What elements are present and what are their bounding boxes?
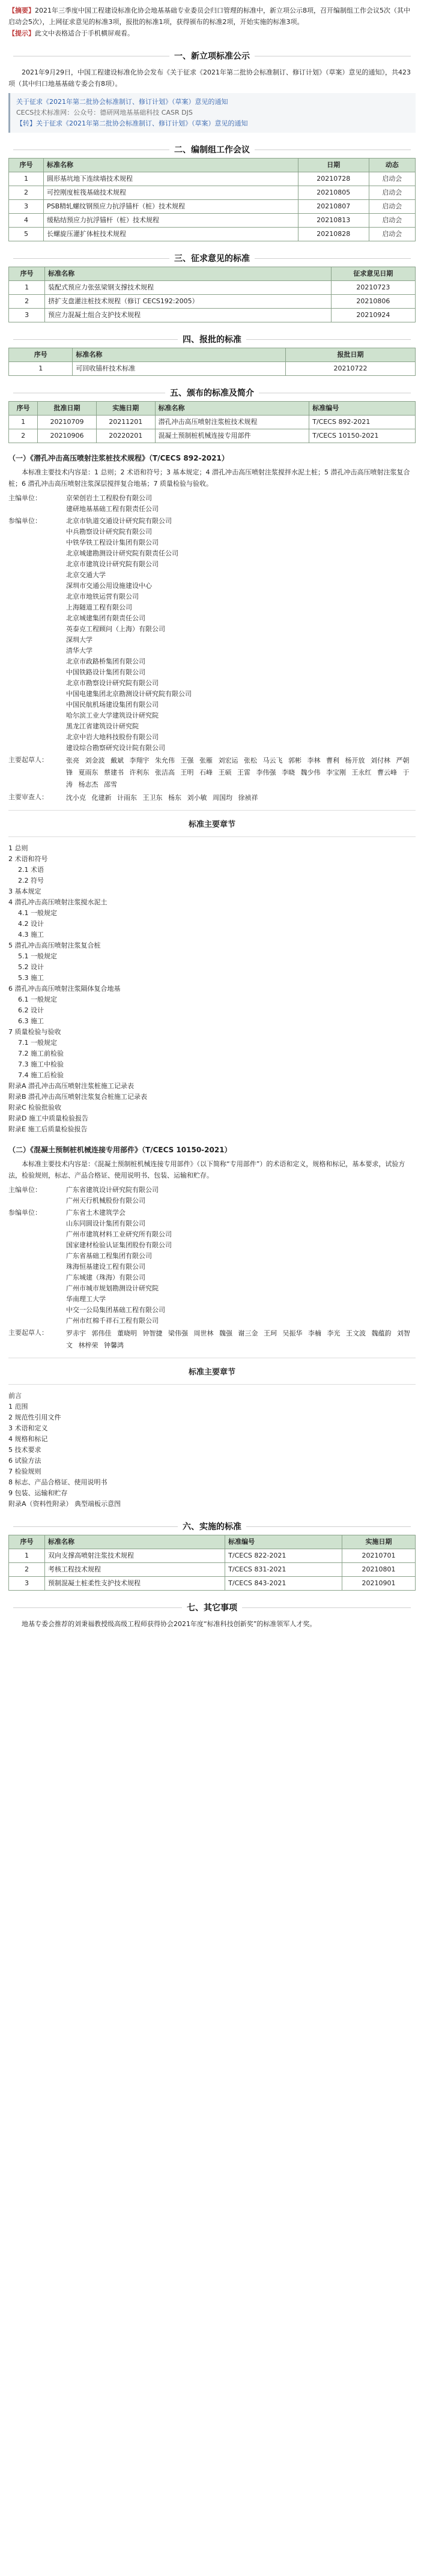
cell-date: 20210723: [331, 281, 415, 295]
org-item: 北京市轨道交通设计研究院有限公司: [66, 517, 172, 525]
cell-name: 挤扩支盘灌注桩技术规程（修订 CECS192:2005）: [45, 295, 332, 309]
th-approve-date: 批准日期: [38, 402, 97, 416]
toc-item: 2 规范性引用文件: [8, 1413, 61, 1421]
org-item: 建设综合勘察研究设计院有限公司: [66, 744, 165, 752]
org-item: 中交一公局集团基础工程有限公司: [66, 1306, 165, 1314]
table-row: [9, 1577, 416, 1591]
drafters-label: 主要起草人：: [8, 1329, 48, 1337]
org-item: 山东同圆设计集团有限公司: [66, 1220, 145, 1227]
table-row: [9, 416, 416, 429]
divider: [8, 836, 416, 837]
org-item: 清华大学: [66, 647, 92, 655]
divider: [8, 810, 416, 811]
th-name: 标准名称: [45, 267, 332, 281]
section-1-title: 一、新立项标准公示: [174, 52, 250, 61]
cell-date: 20210722: [285, 362, 415, 376]
cell-index: 2: [9, 295, 45, 309]
approval-table: [8, 348, 416, 376]
cell-index: 1: [9, 172, 44, 186]
org-item: 北京交通大学: [66, 571, 106, 579]
cell-code: T/CECS 831-2021: [225, 1563, 342, 1577]
cell-name: 考核工程技术规程: [45, 1563, 225, 1577]
th-index: 序号: [9, 348, 73, 362]
th-date: 征求意见日期: [331, 267, 415, 281]
heading-rule-left: [13, 258, 169, 259]
cell-index: 2: [9, 186, 44, 200]
toc-item: 4.3 施工: [18, 931, 44, 939]
org-item: 国家建材检验认证集团股份有限公司: [66, 1241, 172, 1249]
table-row: [9, 1549, 416, 1563]
org-item: 中国电建集团北京勘测设计研究院有限公司: [66, 690, 192, 698]
org-item: 上海隧道工程有限公司: [66, 603, 132, 611]
th-date: 报批日期: [285, 348, 415, 362]
toc-item: 3 基本规定: [8, 887, 41, 895]
table-row: [9, 200, 416, 214]
org-item: 北京市勘察设计研究院有限公司: [66, 679, 159, 687]
cell-code: T/CECS 10150-2021: [309, 429, 416, 443]
th-status: 动态: [369, 159, 415, 172]
participant-units: [66, 516, 416, 754]
quote-link-2[interactable]: 【转】关于征求《2021年第二批协会标准制订、修订计划》（草案）意见的通知: [16, 119, 248, 127]
toc-item: 6 潜孔冲击高压喷射注浆隔体复合地基: [8, 985, 121, 993]
table-row: [9, 295, 416, 309]
org-item: 中国民航机场建设集团有限公司: [66, 701, 159, 709]
toc-item: 5.3 施工: [18, 974, 44, 982]
participant-units-label: 参编单位：: [8, 517, 41, 525]
cell-index: 3: [9, 200, 44, 214]
cell-index: 5: [9, 228, 44, 241]
cell-index: 1: [9, 362, 73, 376]
th-date: 实施日期: [342, 1535, 416, 1549]
abstract: [8, 5, 416, 39]
th-name: 标准名称: [45, 1535, 225, 1549]
org-item: 建研地基基础工程有限责任公司: [66, 505, 159, 513]
toc-item: 6.2 设计: [18, 1006, 44, 1014]
org-item: 中兵勘察设计研究院有限公司: [66, 528, 152, 536]
toc-item: 附录D 施工中质量检验报告: [8, 1114, 88, 1122]
toc-item: 附录B 潜孔冲击高压喷射注浆复合桩施工记录表: [8, 1093, 148, 1101]
section-4-title: 四、报批的标准: [183, 335, 241, 345]
section-2-title: 二、编制组工作会议: [174, 145, 250, 155]
toc-item: 附录E 施工后质量检验报告: [8, 1125, 88, 1133]
abstract-text: 2021年三季度中国工程建设标准化协会地基基础专业委员会归口管理的标准中，新立项公示8项，召开编制组工作会议5次（其中启动会5次），上网征求意见的标准3项，报批的标准1项，获得颁布的标准2项，开始实施的标准3项。: [8, 7, 410, 26]
toc-item: 附录A 潜孔冲击高压喷射注浆桩施工记录表: [8, 1082, 135, 1090]
cell-name: PSB精轧螺纹钢预应力抗浮锚杆（桩）技术规程: [44, 200, 298, 214]
section-5-heading: [8, 384, 416, 401]
cell-date: 20210801: [342, 1563, 416, 1577]
cell-name: 圆形基坑地下连续墙技术规程: [44, 172, 298, 186]
cell-name: 双向支撑高喷射注浆技术规程: [45, 1549, 225, 1563]
participant-units-label: 参编单位：: [8, 1209, 41, 1217]
cell-index: 4: [9, 214, 44, 228]
cell-code: T/CECS 822-2021: [225, 1549, 342, 1563]
table-row: [9, 281, 416, 295]
org-item: 广州市城市规划勘测设计研究院: [66, 1284, 159, 1292]
section-4-heading: [8, 331, 416, 348]
cell-date: 20210924: [331, 309, 415, 322]
standard-2-title: （二）《混凝土预制桩机械连接专用部件》（T/CECS 10150-2021）: [8, 1146, 232, 1154]
cell-status: 启动会: [369, 200, 415, 214]
toc-item: 9 包装、运输和贮存: [8, 1489, 68, 1497]
org-item: 北京城建勘测设计研究院有限责任公司: [66, 549, 178, 557]
toc-item: 4 规格和标记: [8, 1435, 48, 1443]
meeting-table: [8, 158, 416, 241]
org-item: 京荣创岩土工程股份有限公司: [66, 494, 152, 502]
toc-item: 6.1 一般规定: [18, 996, 57, 1003]
quote-block: [8, 93, 416, 133]
standard-1-members: [8, 493, 416, 804]
cell-date: 20210805: [298, 186, 369, 200]
toc-item: 6.3 施工: [18, 1017, 44, 1025]
toc-item: 7 质量检验与验收: [8, 1028, 61, 1036]
standard-2-toc-title: 标准主要章节: [188, 1368, 235, 1377]
org-item: 广州天行机械股份有限公司: [66, 1197, 145, 1205]
toc-item: 2 术语和符号: [8, 855, 48, 863]
tip-text: 此文中表格适合于手机横屏观看。: [35, 29, 134, 37]
toc-item: 7.1 一般规定: [18, 1039, 57, 1047]
section-7-para: 地基专委会推荐的刘秉福教授级高级工程师获得协会2021年度“标准科技创新奖”的标准领军人才奖。: [22, 1620, 316, 1628]
th-date: 日期: [298, 159, 369, 172]
cell-name: 长螺旋压灌扩体桩技术规程: [44, 228, 298, 241]
section-1-heading: [8, 47, 416, 64]
org-item: 珠海恒基建设工程有限公司: [66, 1263, 145, 1271]
cell-name: 潜孔冲击高压喷射注浆桩技术规程: [155, 416, 309, 429]
cell-effective-date: 20220201: [96, 429, 155, 443]
toc-item: 4 潜孔冲击高压喷射注浆搅水泥土: [8, 898, 108, 906]
cell-effective-date: 20211201: [96, 416, 155, 429]
cell-index: 1: [9, 416, 38, 429]
cell-date: 20210828: [298, 228, 369, 241]
quote-link-1[interactable]: 关于征求《2021年第二批协会标准制订、修订计划》（草案）意见的通知: [16, 98, 228, 106]
drafters-label: 主要起草人：: [8, 756, 48, 764]
quote-source: CECS技术标准网：公众号：德研网地基基础科技 CASR DJS: [16, 109, 193, 116]
th-name: 标准名称: [73, 348, 286, 362]
cell-status: 启动会: [369, 214, 415, 228]
cell-date: 20210901: [342, 1577, 416, 1591]
cell-date: 20210806: [331, 295, 415, 309]
heading-rule-right: [242, 1607, 411, 1608]
cell-name: 可控刚度桩筏基础技术规程: [44, 186, 298, 200]
reviewers-label: 主要审查人：: [8, 793, 48, 801]
implemented-table: [8, 1535, 416, 1591]
toc-item: 4.1 一般规定: [18, 909, 57, 917]
heading-rule-left: [13, 1607, 182, 1608]
th-index: 序号: [9, 267, 45, 281]
toc-item: 4.2 设计: [18, 920, 44, 928]
section-6-title: 六、实施的标准: [183, 1522, 241, 1532]
org-item: 中铁华铁工程设计集团有限公司: [66, 539, 159, 546]
page-root: [0, 5, 424, 2576]
org-item: 广东省基础工程集团有限公司: [66, 1252, 152, 1260]
participant-units: [66, 1208, 416, 1326]
th-effective-date: 实施日期: [96, 402, 155, 416]
lead-units: [66, 493, 416, 515]
toc-item: 2.1 术语: [18, 866, 44, 874]
heading-rule-right: [255, 258, 411, 259]
section-5-title: 五、颁布的标准及简介: [170, 389, 254, 398]
toc-item: 5 潜孔冲击高压喷射注浆复合桩: [8, 942, 101, 949]
toc-item: 1 总则: [8, 844, 28, 852]
standard-1-title: （一）《潜孔冲击高压喷射注浆桩技术规程》（T/CECS 892-2021）: [8, 454, 229, 462]
comment-table: [8, 267, 416, 322]
toc-item: 5 技术要求: [8, 1446, 41, 1454]
standard-1-toc-title: 标准主要章节: [188, 820, 235, 829]
standard-1-toc: [8, 843, 416, 1135]
cell-code: T/CECS 892-2021: [309, 416, 416, 429]
toc-item: 附录A（资料性附录） 典型端板示意图: [8, 1500, 121, 1508]
cell-approve-date: 20210906: [38, 429, 97, 443]
org-item: 广州市红棉千祥石工程有限公司: [66, 1317, 159, 1325]
org-item: 哈尔滨工业大学建筑设计研究院: [66, 712, 159, 719]
org-item: 北京市地铁运营有限公司: [66, 593, 139, 600]
section-7-heading: [8, 1599, 416, 1616]
lead-units-label: 主编单位：: [8, 494, 41, 502]
heading-rule-right: [246, 339, 411, 340]
table-row: [9, 1563, 416, 1577]
org-item: 深圳市交通公用设施建设中心: [66, 582, 152, 590]
cell-approve-date: 20210709: [38, 416, 97, 429]
toc-item: 3 术语和定义: [8, 1424, 48, 1432]
org-item: 北京中岩大地科技股份有限公司: [66, 733, 159, 741]
table-row: [9, 228, 416, 241]
cell-name: 缓粘结预应力抗浮锚杆（桩）技术规程: [44, 214, 298, 228]
th-code: 标准编号: [309, 402, 416, 416]
cell-status: 启动会: [369, 186, 415, 200]
cell-date: 20210813: [298, 214, 369, 228]
org-item: 北京城建集团有限责任公司: [66, 614, 145, 622]
org-item: 深圳大学: [66, 636, 92, 644]
toc-item: 前言: [8, 1392, 22, 1400]
toc-item: 5.2 设计: [18, 963, 44, 971]
th-index: 序号: [9, 402, 38, 416]
table-row: [9, 172, 416, 186]
abstract-lead: 【摘要】: [8, 7, 35, 14]
drafters: 张亮 刘金波 戴斌 李翔宇 朱允伟 王强 张雁 刘宏运 张松 马云飞 郭彬 李林 曹利 杨开放 刘付林 严朝锋 夏雨东 蔡建书 许利东 张洁高 王明 石峰 王硕 王雷 李伟强 李晓 魏少伟 李宝刚 王永红 曹云峰 于涛 杨志杰 邵雪: [66, 757, 410, 788]
toc-item: 附录C 检验批验收: [8, 1104, 62, 1111]
standard-2-members: [8, 1185, 416, 1352]
section-7-title: 七、其它事项: [187, 1603, 237, 1613]
reviewers: 沈小克 化建新 计雨东 王卫东 杨东 刘小敏 周国均 徐祯祥: [66, 794, 258, 802]
cell-status: 启动会: [369, 228, 415, 241]
org-item: 广州市建筑材料工业研究所有限公司: [66, 1230, 172, 1238]
cell-index: 2: [9, 1563, 45, 1577]
org-item: 广东省建筑设计研究院有限公司: [66, 1186, 159, 1194]
cell-index: 3: [9, 309, 45, 322]
cell-name: 可回收锚杆技术标准: [73, 362, 286, 376]
cell-status: 启动会: [369, 172, 415, 186]
lead-units: [66, 1185, 416, 1206]
org-item: 广东城建（珠海）有限公司: [66, 1274, 145, 1281]
toc-item: 5.1 一般规定: [18, 952, 57, 960]
cell-index: 1: [9, 1549, 45, 1563]
toc-item: 7 检验规则: [8, 1468, 41, 1475]
table-row: [9, 214, 416, 228]
org-item: 黑龙江省建筑设计研究院: [66, 722, 139, 730]
cell-name: 混凝土预制桩机械连接专用部件: [155, 429, 309, 443]
th-index: 序号: [9, 159, 44, 172]
toc-item: 6 试验方法: [8, 1457, 41, 1465]
cell-date: 20210701: [342, 1549, 416, 1563]
heading-rule-right: [246, 1526, 411, 1527]
section-2-heading: [8, 141, 416, 158]
toc-item: 7.3 施工中检验: [18, 1060, 64, 1068]
toc-item: 8 标志、产品合格证、使用说明书: [8, 1478, 108, 1486]
th-name: 标准名称: [155, 402, 309, 416]
cell-date: 20210807: [298, 200, 369, 214]
standard-1-intro: 本标准主要技术内容是：1 总则；2 术语和符号；3 基本规定；4 潜孔冲击高压喷射注浆搅拌水泥土桩；5 潜孔冲击高压喷射注浆复合桩；6 潜孔冲击高压喷射注浆深层搅拌复合地基；7 质量检验与验收。: [8, 468, 410, 488]
section-3-heading: [8, 250, 416, 267]
cell-name: 装配式预应力张弦梁钢支撑技术规程: [45, 281, 332, 295]
tip-lead: 【提示】: [8, 29, 35, 37]
cell-name: 预应力混凝土组合支护技术规程: [45, 309, 332, 322]
section-3-title: 三、征求意见的标准: [174, 254, 250, 264]
toc-item: 2.2 符号: [18, 877, 44, 884]
cell-index: 2: [9, 429, 38, 443]
divider: [8, 1384, 416, 1385]
heading-rule-left: [13, 1526, 178, 1527]
standard-2-intro: 本标准主要技术内容是：《混凝土预制桩机械连接专用部件》（以下简称“专用部件”）的术语和定义，规格和标记，基本要求，试验方法，检验规则，标志、产品合格证、使用说明书、包装、运输和贮存。: [8, 1160, 405, 1179]
section-6-heading: [8, 1518, 416, 1535]
org-item: 广东省土木建筑学会: [66, 1209, 126, 1217]
cell-code: T/CECS 843-2021: [225, 1577, 342, 1591]
section-1-para: 2021年9月29日，中国工程建设标准化协会发布《关于征求《2021年第二批协会标准制订、修订计划》（草案）意见的通知》，共423项（其中归口地基基础专委会有8项）。: [8, 68, 411, 88]
table-row: [9, 186, 416, 200]
published-table: [8, 401, 416, 443]
org-item: 华南理工大学: [66, 1295, 106, 1303]
table-row: [9, 429, 416, 443]
cell-index: 1: [9, 281, 45, 295]
org-item: 北京市政路桥集团有限公司: [66, 658, 145, 665]
cell-date: 20210728: [298, 172, 369, 186]
lead-units-label: 主编单位：: [8, 1186, 41, 1194]
table-row: [9, 362, 416, 376]
org-item: 北京市建筑设计研究院有限公司: [66, 560, 159, 568]
org-item: 英泰克工程顾问（上海）有限公司: [66, 625, 165, 633]
toc-item: 1 范围: [8, 1403, 28, 1410]
th-code: 标准编号: [225, 1535, 342, 1549]
th-index: 序号: [9, 1535, 45, 1549]
drafters: 罗赤宇 郭伟佳 董晓明 钟智捷 梁伟强 周世林 魏强 谢三金 王珂 吴振华 李楠 李光 王文波 魏蕴韵 刘智文 林梓荣 钟馨鸿: [66, 1329, 410, 1349]
th-name: 标准名称: [44, 159, 298, 172]
heading-rule-left: [13, 339, 178, 340]
toc-item: 7.4 施工后检验: [18, 1071, 64, 1079]
cell-index: 3: [9, 1577, 45, 1591]
toc-item: 7.2 施工前检验: [18, 1050, 64, 1057]
cell-name: 预制混凝土桩柔性支护技术规程: [45, 1577, 225, 1591]
table-row: [9, 309, 416, 322]
org-item: 中国铁路设计集团有限公司: [66, 668, 145, 676]
standard-2-toc: [8, 1391, 416, 1510]
